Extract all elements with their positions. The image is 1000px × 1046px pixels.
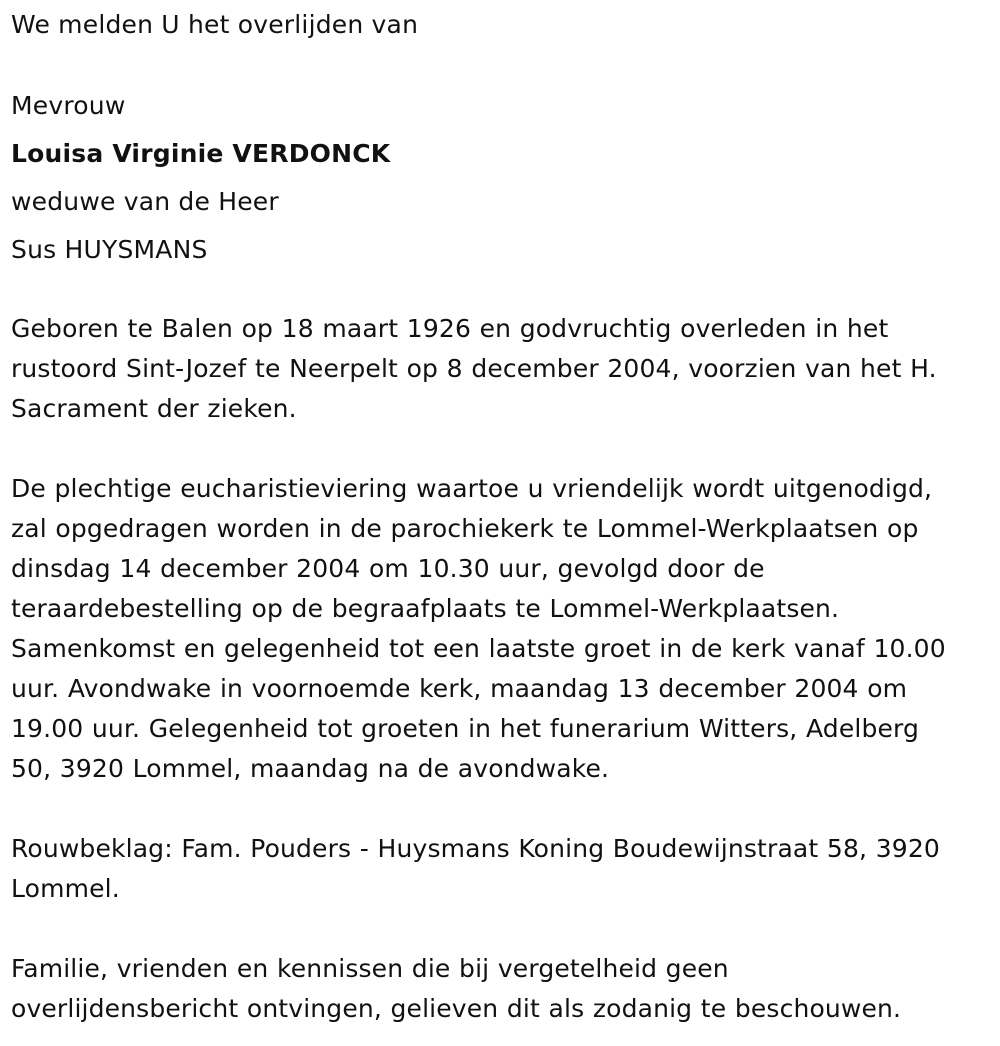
closing-paragraph <box>11 949 991 1029</box>
paragraph-line: 19.00 uur. Gelegenheid tot groeten in het funerarium Witters, Adelberg <box>11 714 920 743</box>
paragraph-line: rustoord Sint-Jozef te Neerpelt op 8 december 2004, voorzien van het H. <box>11 354 937 383</box>
paragraph-line: Samenkomst en gelegenheid tot een laatste groet in de kerk vanaf 10.00 <box>11 634 946 663</box>
intro-text: We melden U het overlijden van <box>11 10 419 39</box>
spouse-name: Sus HUYSMANS <box>11 235 208 264</box>
paragraph-line: zal opgedragen worden in de parochiekerk te Lommel-Werkplaatsen op <box>11 514 919 543</box>
paragraph-line: teraardebestelling op de begraafplaats te Lommel-Werkplaatsen. <box>11 594 840 623</box>
paragraph-line: dinsdag 14 december 2004 om 10.30 uur, gevolgd door de <box>11 554 765 583</box>
paragraph-line: Rouwbeklag: Fam. Pouders - Huysmans Koning Boudewijnstraat 58, 3920 <box>11 834 940 863</box>
paragraph-line: Geboren te Balen op 18 maart 1926 en godvruchtig overleden in het <box>11 314 889 343</box>
paragraph-line: Lommel. <box>11 874 120 903</box>
salutation: Mevrouw <box>11 91 126 120</box>
service-paragraph <box>11 469 991 789</box>
paragraph-line: uur. Avondwake in voornoemde kerk, maandag 13 december 2004 om <box>11 674 908 703</box>
deceased-name: Louisa Virginie VERDONCK <box>11 139 391 168</box>
birth-death-paragraph <box>11 309 991 429</box>
paragraph-line: De plechtige eucharistieviering waartoe u vriendelijk wordt uitgenodigd, <box>11 474 933 503</box>
paragraph-line: 50, 3920 Lommel, maandag na de avondwake. <box>11 754 610 783</box>
widow-line: weduwe van de Heer <box>11 187 279 216</box>
paragraph-line: Familie, vrienden en kennissen die bij vergetelheid geen <box>11 954 729 983</box>
condolence-paragraph <box>11 829 991 909</box>
paragraph-line: overlijdensbericht ontvingen, gelieven dit als zodanig te beschouwen. <box>11 994 902 1023</box>
paragraph-line: Sacrament der zieken. <box>11 394 297 423</box>
